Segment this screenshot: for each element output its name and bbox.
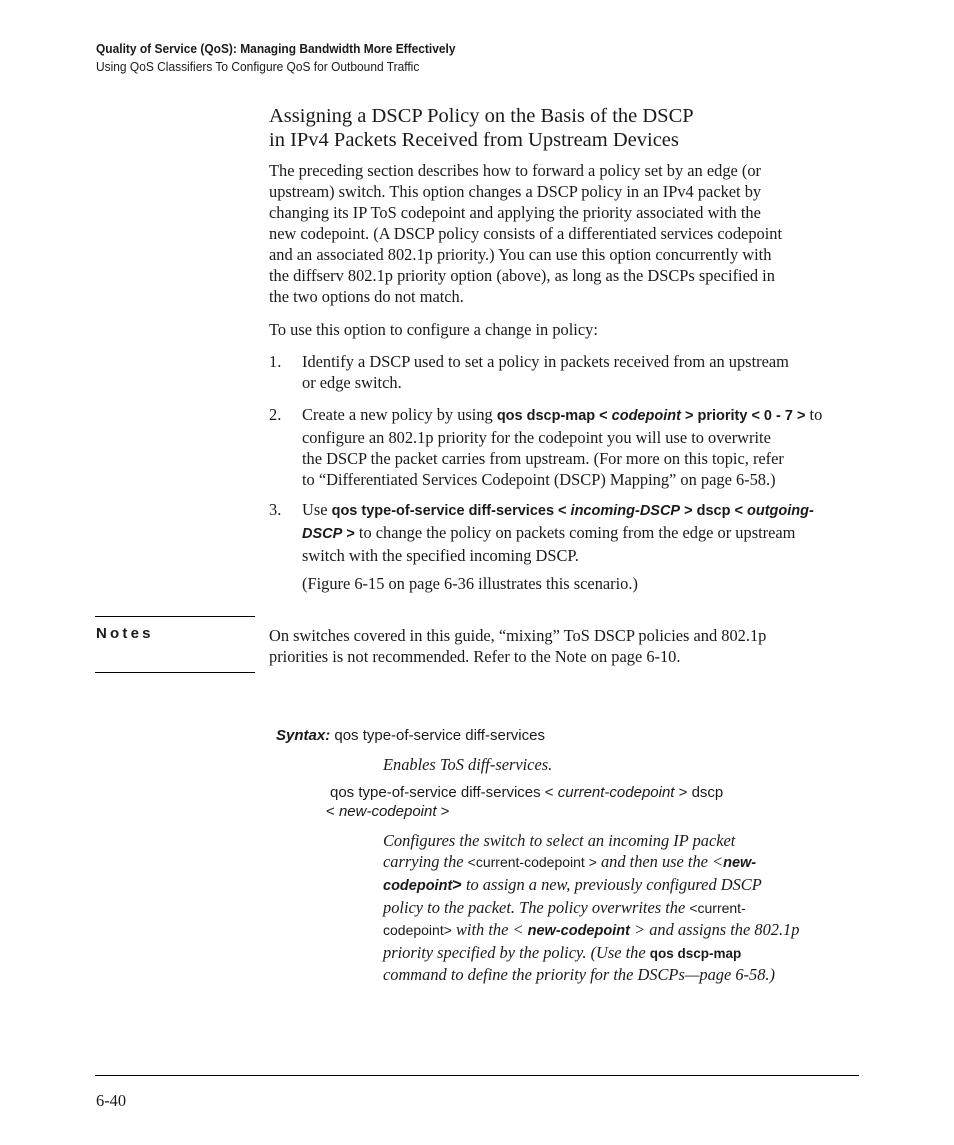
- syntax-label: Syntax:: [276, 727, 331, 744]
- desc-text: priority specified by the policy. (Use the: [383, 943, 650, 962]
- desc-param: <current-codepoint >: [467, 854, 597, 870]
- notes-text: [269, 625, 766, 667]
- running-header-chapter: Quality of Service (QoS): Managing Bandwidth More Effectively: [96, 41, 456, 56]
- notes-top-rule: [95, 616, 255, 617]
- syntax-command-text: <: [326, 803, 339, 820]
- intro-line: upstream) switch. This option changes a DSCP policy in an IPv4 packet by: [269, 182, 762, 201]
- command-text: >: [342, 526, 355, 542]
- syntax-param: current-codepoint: [557, 784, 675, 801]
- syntax-desc-line: Configures the switch to select an incoming IP packet: [383, 831, 736, 850]
- intro-line: changing its IP ToS codepoint and applying the priority associated with the: [269, 203, 761, 222]
- command-text: qos dscp-map <: [496, 408, 612, 424]
- desc-text: >: [452, 876, 462, 894]
- command-param: outgoing-: [747, 503, 814, 519]
- syntax-command-text: >: [436, 803, 450, 820]
- syntax-desc-line: [383, 919, 799, 942]
- syntax-command: qos type-of-service diff-services: [330, 727, 545, 744]
- syntax-desc-line: [383, 874, 799, 897]
- syntax-line-1: [276, 726, 545, 746]
- notes-bottom-rule: [95, 672, 255, 673]
- intro-line: new codepoint. (A DSCP policy consists of a differentiated services codepoint: [269, 224, 783, 243]
- command-param: DSCP: [302, 526, 343, 542]
- intro-paragraph: [269, 160, 782, 307]
- section-title: [269, 104, 694, 152]
- desc-command: qos dscp-map: [649, 946, 742, 961]
- desc-text: with the <: [451, 920, 528, 939]
- step-2-pre: Create a new policy by using: [302, 405, 497, 424]
- notes-label: Notes: [96, 625, 154, 642]
- syntax-desc-1: Enables ToS diff-services.: [383, 755, 553, 774]
- step-2-line: the DSCP the packet carries from upstream. (For more on this topic, refer: [302, 449, 784, 468]
- syntax-desc-line: [383, 897, 799, 919]
- step-2-line: configure an 802.1p priority for the codepoint you will use to overwrite: [302, 428, 771, 447]
- command-param: codepoint: [611, 408, 681, 424]
- desc-param-bold: codepoint: [383, 878, 453, 894]
- syntax-desc-line: [383, 851, 799, 874]
- step-3-line: switch with the specified incoming DSCP.: [302, 546, 579, 565]
- syntax-command-text: > dscp: [674, 784, 724, 801]
- page-number: 6-40: [96, 1091, 127, 1110]
- desc-param-bold: new-: [723, 855, 757, 871]
- step-2-line: to “Differentiated Services Codepoint (DSCP) Mapping” on page 6-58.): [302, 470, 776, 489]
- step-3-line: [302, 522, 814, 545]
- step-1-line: or edge switch.: [302, 373, 402, 392]
- syntax-desc-line: command to define the priority for the DSCPs—page 6-58.): [383, 965, 775, 984]
- step-1-text: [302, 351, 789, 393]
- desc-text: and then use the <: [596, 852, 724, 871]
- intro-line: and an associated 802.1p priority.) You can use this option concurrently with: [269, 245, 772, 264]
- command-text: qos type-of-service diff-services <: [331, 503, 571, 519]
- syntax-desc-line: [383, 942, 799, 964]
- intro-line: the two options do not match.: [269, 287, 464, 306]
- intro-line: the diffserv 802.1p priority option (above), as long as the DSCPs specified in: [269, 266, 775, 285]
- step-3-line: [302, 499, 814, 522]
- desc-param: codepoint>: [383, 922, 452, 938]
- command-text: > dscp <: [680, 503, 748, 519]
- intro-lead: To use this option to configure a change in policy:: [269, 320, 598, 339]
- syntax-param: new-codepoint: [338, 803, 437, 820]
- step-3-text: [302, 499, 814, 566]
- section-title-line1: Assigning a DSCP Policy on the Basis of the DSCP: [269, 105, 694, 127]
- desc-param: <current-: [689, 900, 746, 916]
- step-2-post: to: [805, 405, 823, 424]
- desc-text: policy to the packet. The policy overwrites the: [383, 898, 690, 917]
- notes-line: On switches covered in this guide, “mixing” ToS DSCP policies and 802.1p: [269, 626, 767, 645]
- step-number: 3.: [269, 500, 282, 519]
- command-param: incoming-DSCP: [570, 503, 681, 519]
- step-number: 1.: [269, 352, 282, 371]
- step-number: 2.: [269, 405, 282, 424]
- footer-rule: [95, 1075, 859, 1076]
- notes-line: priorities is not recommended. Refer to the Note on page 6-10.: [269, 647, 681, 666]
- syntax-command-2: [330, 783, 723, 803]
- step-1-line: Identify a DSCP used to set a policy in packets received from an upstream: [302, 352, 789, 371]
- intro-line: The preceding section describes how to forward a policy set by an edge (or: [269, 161, 761, 180]
- step-3-post: to change the policy on packets coming from the edge or upstream: [354, 523, 796, 542]
- desc-text: carrying the: [383, 852, 468, 871]
- figure-reference: (Figure 6-15 on page 6-36 illustrates this scenario.): [302, 574, 638, 593]
- step-2-line: [302, 404, 822, 427]
- section-title-line2: in IPv4 Packets Received from Upstream Devices: [269, 129, 679, 151]
- desc-text: to assign a new, previously configured DSCP: [461, 875, 762, 894]
- syntax-desc-2: [383, 830, 799, 985]
- syntax-command-text: qos type-of-service diff-services <: [330, 784, 558, 801]
- desc-param-bold: new-codepoint: [527, 923, 630, 939]
- syntax-command-2-cont: [326, 802, 449, 822]
- desc-text: > and assigns the 802.1p: [629, 920, 800, 939]
- running-header-section: Using QoS Classifiers To Configure QoS for Outbound Traffic: [96, 59, 420, 74]
- command-text: > priority < 0 - 7 >: [680, 408, 806, 424]
- step-3-pre: Use: [302, 500, 332, 519]
- step-2-text: [302, 404, 822, 490]
